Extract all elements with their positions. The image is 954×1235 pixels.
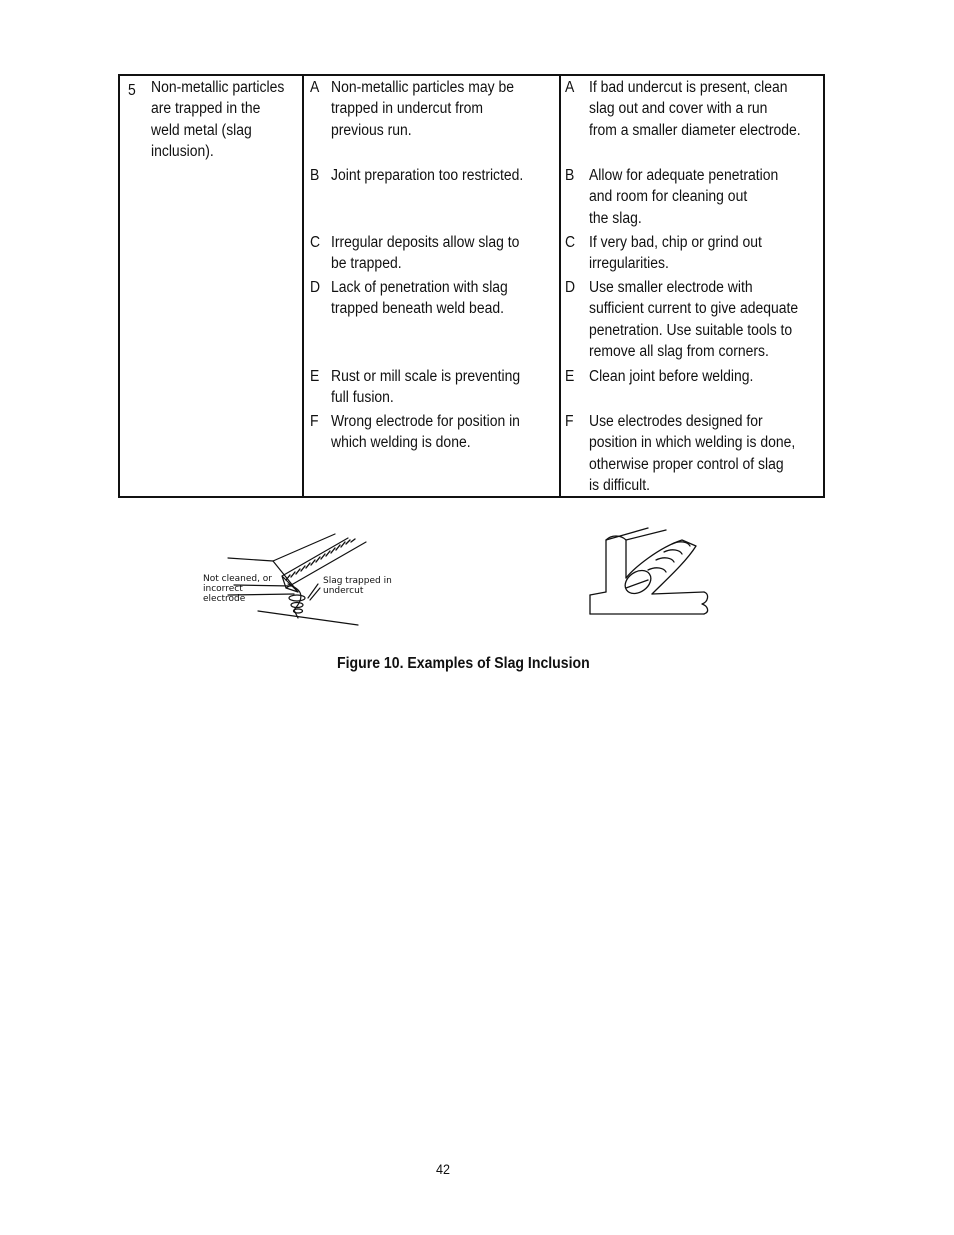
remedy-line: Allow for adequate penetration — [589, 167, 779, 184]
remedy-letter: E — [565, 368, 575, 385]
slag-undercut-illustration — [198, 528, 398, 630]
remedy-line: Use electrodes designed for — [589, 413, 763, 430]
column-divider-1 — [302, 74, 304, 498]
remedy-line: irregularities. — [589, 255, 669, 273]
remedy-line: from a smaller diameter electrode. — [589, 121, 801, 139]
remedy-line: Clean joint before welding. — [589, 368, 754, 385]
cause-letter: D — [310, 279, 321, 296]
row-number: 5 — [128, 82, 136, 99]
remedy-letter: D — [565, 279, 576, 296]
remedy-letter: C — [565, 234, 576, 251]
cause-letter: F — [310, 413, 319, 430]
cause-letter: A — [310, 79, 320, 96]
remedy-line: remove all slag from corners. — [589, 343, 769, 361]
cause-line: Joint preparation too restricted. — [331, 167, 524, 184]
cause-line: previous run. — [331, 121, 412, 139]
label-not-cleaned-line2: incorrect — [203, 584, 243, 594]
cause-line: trapped beneath weld bead. — [331, 300, 504, 318]
label-not-cleaned-line1: Not cleaned, or — [203, 574, 273, 584]
label-slag-trapped-line2: undercut — [323, 586, 364, 596]
page-number: 42 — [436, 1161, 451, 1177]
cause-line: be trapped. — [331, 255, 402, 273]
figure-caption: Figure 10. Examples of Slag Inclusion — [337, 655, 590, 672]
cause-line: Rust or mill scale is preventing — [331, 368, 521, 385]
cause-line: full fusion. — [331, 389, 394, 407]
cause-line: which welding is done. — [331, 434, 471, 452]
remedy-line: Use smaller electrode with — [589, 279, 753, 296]
remedy-line: slag out and cover with a run — [589, 100, 768, 118]
remedy-line: sufficient current to give adequate — [589, 300, 799, 318]
problem-line: weld metal (slag — [151, 121, 252, 139]
remedy-letter: B — [565, 167, 575, 184]
remedy-line: If very bad, chip or grind out — [589, 234, 762, 251]
problem-line: inclusion). — [151, 143, 214, 161]
problem-cell — [151, 77, 299, 163]
remedy-line: otherwise proper control of slag — [589, 455, 784, 473]
label-slag-trapped-line1: Slag trapped in — [323, 576, 392, 586]
problem-line: Non-metallic particles — [151, 79, 285, 96]
remedy-line: If bad undercut is present, clean — [589, 79, 788, 96]
remedy-line: the slag. — [589, 209, 642, 227]
fillet-weld-illustration — [586, 522, 720, 620]
remedy-letter: A — [565, 79, 575, 96]
label-not-cleaned-line3: electrode — [203, 594, 246, 604]
remedy-line: and room for cleaning out — [589, 188, 748, 206]
cause-line: Wrong electrode for position in — [331, 413, 520, 430]
cause-line: trapped in undercut from — [331, 100, 483, 118]
remedy-line: position in which welding is done, — [589, 434, 796, 452]
cause-letter: E — [310, 368, 320, 385]
cause-line: Lack of penetration with slag — [331, 279, 508, 296]
remedy-line: penetration. Use suitable tools to — [589, 321, 793, 339]
column-divider-2 — [559, 74, 561, 498]
remedy-line: is difficult. — [589, 477, 651, 495]
problem-line: are trapped in the — [151, 100, 261, 118]
cause-line: Non-metallic particles may be — [331, 79, 514, 96]
cause-line: Irregular deposits allow slag to — [331, 234, 520, 251]
cause-letter: C — [310, 234, 321, 251]
remedy-letter: F — [565, 413, 574, 430]
cause-letter: B — [310, 167, 320, 184]
